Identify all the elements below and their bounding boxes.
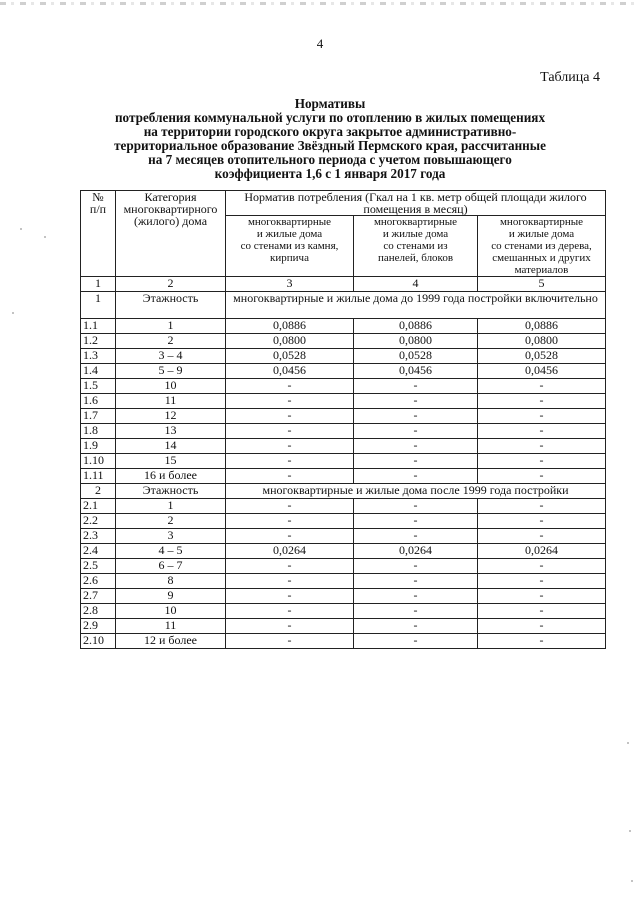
section-label: многоквартирные и жилые дома после 1999 года постройки — [226, 484, 606, 499]
value-wood-mixed: - — [478, 529, 606, 544]
table-row — [81, 424, 606, 439]
value-stone-brick: - — [226, 439, 354, 454]
header-col5: многоквартирные и жилые дома со стенами из дерева, смешанных и других материалов — [478, 216, 606, 277]
title-line: территориальное образование Звёздный Пермского края, рассчитанные — [114, 138, 546, 153]
table-row — [81, 544, 606, 559]
value-stone-brick: - — [226, 514, 354, 529]
value-wood-mixed: 0,0886 — [478, 319, 606, 334]
value-panel-block: 0,0528 — [354, 349, 478, 364]
title-line: на территории городского округа закрытое административно- — [143, 124, 517, 139]
row-num: 1.6 — [81, 394, 116, 409]
row-floors: 14 — [116, 439, 226, 454]
column-number: 3 — [226, 277, 354, 292]
row-num: 1.11 — [81, 469, 116, 484]
value-wood-mixed: - — [478, 514, 606, 529]
value-stone-brick: - — [226, 424, 354, 439]
value-panel-block: - — [354, 439, 478, 454]
table-row — [81, 499, 606, 514]
table-label: Таблица 4 — [540, 70, 600, 85]
column-number: 2 — [116, 277, 226, 292]
row-floors: 2 — [116, 334, 226, 349]
value-wood-mixed: - — [478, 619, 606, 634]
table-row — [81, 604, 606, 619]
row-num: 2.8 — [81, 604, 116, 619]
column-number: 1 — [81, 277, 116, 292]
row-num: 1.9 — [81, 439, 116, 454]
value-stone-brick: - — [226, 379, 354, 394]
title-line: на 7 месяцев отопительного периода с учетом повышающего — [148, 152, 512, 167]
row-floors: 11 — [116, 619, 226, 634]
norms-table — [80, 190, 606, 649]
value-wood-mixed: - — [478, 439, 606, 454]
row-floors: 1 — [116, 319, 226, 334]
row-num: 1.4 — [81, 364, 116, 379]
header-num: № п/п — [81, 191, 116, 277]
row-num: 1.8 — [81, 424, 116, 439]
header-norm: Норматив потребления (Гкал на 1 кв. метр общей площади жилого помещения в месяц) — [226, 191, 606, 216]
value-stone-brick: 0,0456 — [226, 364, 354, 379]
title-line: коэффициента 1,6 с 1 января 2017 года — [214, 166, 446, 181]
section-row — [81, 292, 606, 319]
value-panel-block: - — [354, 379, 478, 394]
row-num: 1.3 — [81, 349, 116, 364]
value-wood-mixed: - — [478, 574, 606, 589]
column-number: 5 — [478, 277, 606, 292]
table-row — [81, 394, 606, 409]
table-row — [81, 439, 606, 454]
row-num: 2.5 — [81, 559, 116, 574]
value-panel-block: - — [354, 619, 478, 634]
row-floors: 12 и более — [116, 634, 226, 649]
value-wood-mixed: - — [478, 379, 606, 394]
scan-artifact-top — [0, 2, 640, 5]
row-num: 2.6 — [81, 574, 116, 589]
section-num: 1 — [81, 292, 116, 319]
row-num: 2.10 — [81, 634, 116, 649]
row-num: 2.4 — [81, 544, 116, 559]
value-panel-block: - — [354, 514, 478, 529]
value-panel-block: - — [354, 454, 478, 469]
value-stone-brick: - — [226, 589, 354, 604]
row-floors: 13 — [116, 424, 226, 439]
column-number-row — [81, 277, 606, 292]
header-col3: многоквартирные и жилые дома со стенами из камня, кирпича — [226, 216, 354, 277]
value-panel-block: - — [354, 499, 478, 514]
table-row — [81, 469, 606, 484]
value-stone-brick: - — [226, 409, 354, 424]
value-wood-mixed: 0,0528 — [478, 349, 606, 364]
table-row — [81, 589, 606, 604]
row-floors: 9 — [116, 589, 226, 604]
row-floors: 3 – 4 — [116, 349, 226, 364]
row-floors: 11 — [116, 394, 226, 409]
value-panel-block: 0,0886 — [354, 319, 478, 334]
value-wood-mixed: - — [478, 409, 606, 424]
value-panel-block: - — [354, 424, 478, 439]
header-col4: многоквартирные и жилые дома со стенами из панелей, блоков — [354, 216, 478, 277]
value-panel-block: - — [354, 529, 478, 544]
value-wood-mixed: - — [478, 634, 606, 649]
row-floors: 15 — [116, 454, 226, 469]
section-label: многоквартирные и жилые дома до 1999 года постройки включительно — [226, 292, 606, 319]
value-panel-block: 0,0456 — [354, 364, 478, 379]
table-row — [81, 619, 606, 634]
value-wood-mixed: - — [478, 394, 606, 409]
title-line: Нормативы — [294, 96, 366, 111]
value-wood-mixed: 0,0800 — [478, 334, 606, 349]
row-floors: 6 – 7 — [116, 559, 226, 574]
row-num: 1.1 — [81, 319, 116, 334]
table-header-row — [81, 191, 606, 216]
value-stone-brick: - — [226, 394, 354, 409]
section-row — [81, 484, 606, 499]
value-panel-block: 0,0264 — [354, 544, 478, 559]
value-wood-mixed: - — [478, 589, 606, 604]
row-floors: 10 — [116, 604, 226, 619]
table-row — [81, 634, 606, 649]
row-floors: 8 — [116, 574, 226, 589]
table-row — [81, 529, 606, 544]
table-row — [81, 574, 606, 589]
row-num: 2.3 — [81, 529, 116, 544]
document-title — [40, 97, 620, 181]
row-num: 2.7 — [81, 589, 116, 604]
row-floors: 2 — [116, 514, 226, 529]
table-row — [81, 334, 606, 349]
value-panel-block: - — [354, 469, 478, 484]
row-num: 1.7 — [81, 409, 116, 424]
row-num: 2.9 — [81, 619, 116, 634]
value-stone-brick: 0,0886 — [226, 319, 354, 334]
value-stone-brick: 0,0800 — [226, 334, 354, 349]
header-category: Категория многоквартирного (жилого) дома — [116, 191, 226, 277]
value-stone-brick: - — [226, 619, 354, 634]
value-wood-mixed: - — [478, 454, 606, 469]
value-wood-mixed: - — [478, 559, 606, 574]
row-floors: 10 — [116, 379, 226, 394]
value-wood-mixed: 0,0456 — [478, 364, 606, 379]
value-stone-brick: - — [226, 454, 354, 469]
value-panel-block: - — [354, 394, 478, 409]
value-panel-block: - — [354, 574, 478, 589]
value-panel-block: - — [354, 634, 478, 649]
value-panel-block: - — [354, 559, 478, 574]
row-floors: 16 и более — [116, 469, 226, 484]
value-wood-mixed: 0,0264 — [478, 544, 606, 559]
row-floors: 3 — [116, 529, 226, 544]
row-num: 1.2 — [81, 334, 116, 349]
value-stone-brick: 0,0264 — [226, 544, 354, 559]
value-panel-block: - — [354, 604, 478, 619]
value-stone-brick: 0,0528 — [226, 349, 354, 364]
value-panel-block: - — [354, 589, 478, 604]
value-stone-brick: - — [226, 559, 354, 574]
value-stone-brick: - — [226, 529, 354, 544]
value-panel-block: 0,0800 — [354, 334, 478, 349]
table-row — [81, 559, 606, 574]
row-floors: 1 — [116, 499, 226, 514]
table-row — [81, 379, 606, 394]
value-panel-block: - — [354, 409, 478, 424]
table-row — [81, 454, 606, 469]
title-line: потребления коммунальной услуги по отоплению в жилых помещениях — [114, 110, 546, 125]
row-floors: 12 — [116, 409, 226, 424]
section-category: Этажность — [116, 484, 226, 499]
row-floors: 5 – 9 — [116, 364, 226, 379]
value-wood-mixed: - — [478, 469, 606, 484]
value-stone-brick: - — [226, 499, 354, 514]
row-num: 2.1 — [81, 499, 116, 514]
row-num: 1.5 — [81, 379, 116, 394]
page-number: 4 — [316, 36, 324, 51]
table-row — [81, 319, 606, 334]
section-category: Этажность — [116, 292, 226, 319]
row-floors: 4 – 5 — [116, 544, 226, 559]
value-wood-mixed: - — [478, 604, 606, 619]
value-wood-mixed: - — [478, 424, 606, 439]
table-row — [81, 349, 606, 364]
table-row — [81, 514, 606, 529]
section-num: 2 — [81, 484, 116, 499]
column-number: 4 — [354, 277, 478, 292]
value-stone-brick: - — [226, 574, 354, 589]
value-stone-brick: - — [226, 469, 354, 484]
row-num: 2.2 — [81, 514, 116, 529]
table-row — [81, 364, 606, 379]
value-stone-brick: - — [226, 604, 354, 619]
value-wood-mixed: - — [478, 499, 606, 514]
value-stone-brick: - — [226, 634, 354, 649]
row-num: 1.10 — [81, 454, 116, 469]
table-row — [81, 409, 606, 424]
